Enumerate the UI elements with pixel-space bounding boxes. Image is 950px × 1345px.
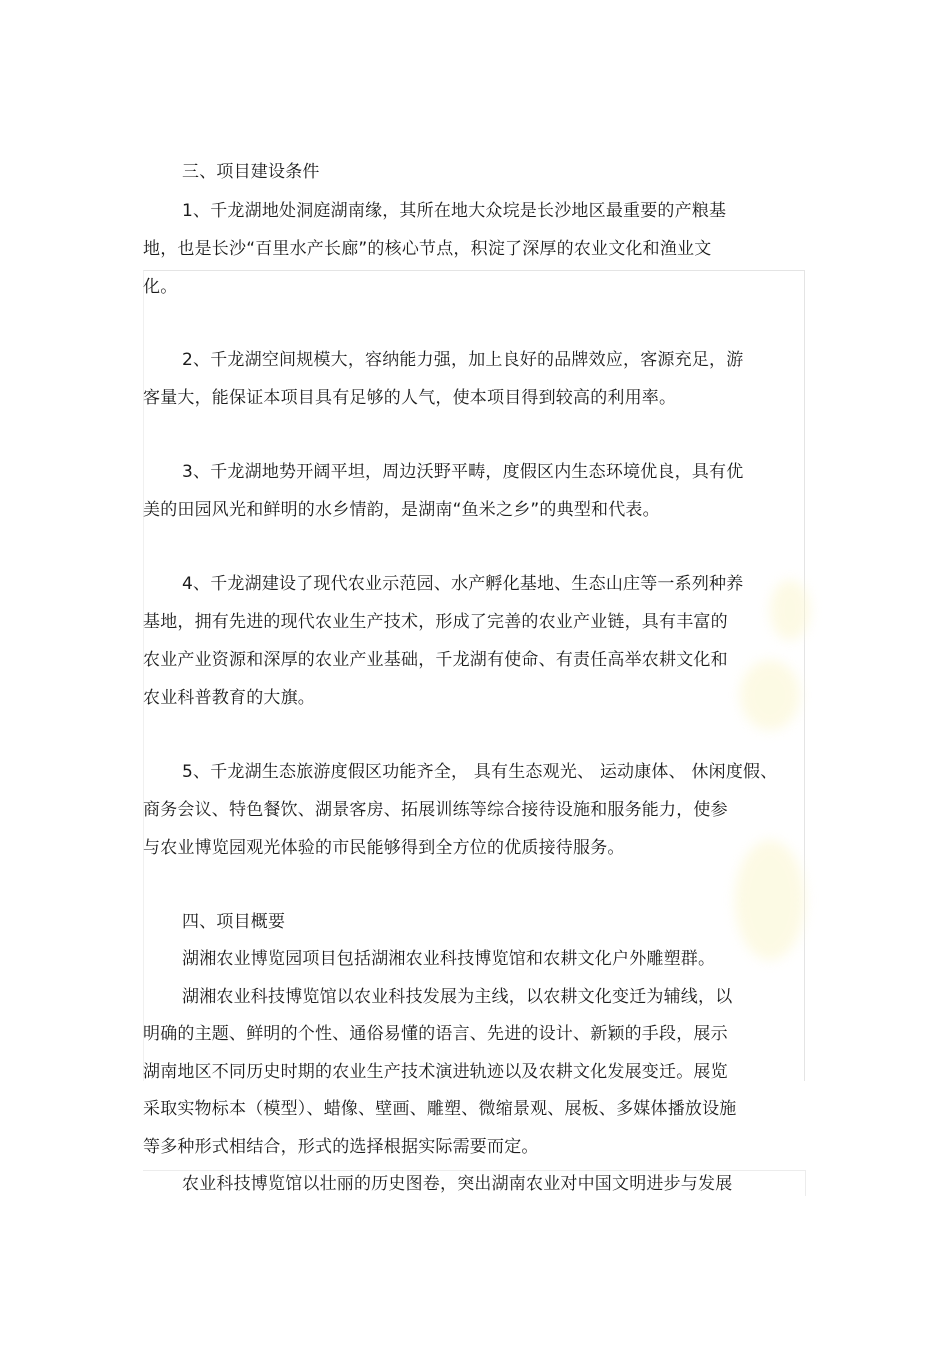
paragraph-line: 湖南地区不同历史时期的农业生产技术演进轨迹以及农耕文化发展变迁。展览	[143, 1062, 728, 1082]
paragraph-line: 3、千龙湖地势开阔平坦，周边沃野平畴，度假区内生态环境优良，具有优	[182, 462, 744, 482]
paragraph-line: 商务会议、特色餐饮、湖景客房、拓展训练等综合接待设施和服务能力，使参	[143, 800, 728, 820]
paragraph-line: 化。	[143, 277, 178, 297]
background-glow	[740, 660, 800, 730]
paragraph-line: 农业科技博览馆以壮丽的历史图卷，突出湖南农业对中国文明进步与发展	[182, 1174, 733, 1194]
paragraph-line: 等多种形式相结合，形式的选择根据实际需要而定。	[143, 1137, 539, 1157]
paragraph-line: 农业产业资源和深厚的农业产业基础，千龙湖有使命、有责任高举农耕文化和	[143, 650, 728, 670]
paragraph-line: 农业科普教育的大旗。	[143, 688, 315, 708]
paragraph-line: 客量大，能保证本项目具有足够的人气，使本项目得到较高的利用率。	[143, 388, 677, 408]
paragraph-line: 地，也是长沙“百里水产长廊”的核心节点，积淀了深厚的农业文化和渔业文	[143, 239, 712, 259]
background-glow	[770, 580, 810, 640]
paragraph-line: 4、千龙湖建设了现代农业示范园、水产孵化基地、生态山庄等一系列种养	[182, 574, 744, 594]
background-glow	[735, 840, 805, 960]
paragraph-line: 基地，拥有先进的现代农业生产技术，形成了完善的农业产业链，具有丰富的	[143, 612, 728, 632]
paragraph-line: 湖湘农业博览园项目包括湖湘农业科技博览馆和农耕文化户外雕塑群。	[182, 949, 716, 969]
paragraph-line: 湖湘农业科技博览馆以农业科技发展为主线，以农耕文化变迁为辅线，以	[182, 987, 733, 1007]
paragraph-line: 采取实物标本（模型）、蜡像、壁画、雕塑、微缩景观、展板、多媒体播放设施	[143, 1099, 737, 1119]
paragraph-line: 2、千龙湖空间规模大，容纳能力强，加上良好的品牌效应，客源充足，游	[182, 350, 744, 370]
paragraph-line: 美的田园风光和鲜明的水乡情韵，是湖南“鱼米之乡”的典型和代表。	[143, 500, 660, 520]
section-heading: 三、项目建设条件	[182, 162, 320, 182]
paragraph-line: 5、千龙湖生态旅游度假区功能齐全， 具有生态观光、 运动康体、 休闲度假、	[182, 762, 778, 782]
paragraph-line: 明确的主题、鲜明的个性、通俗易懂的语言、先进的设计、新颖的手段，展示	[143, 1024, 728, 1044]
section-heading: 四、项目概要	[182, 912, 286, 932]
paragraph-line: 与农业博览园观光体验的市民能够得到全方位的优质接待服务。	[143, 838, 625, 858]
paragraph-line: 1、千龙湖地处洞庭湖南缘，其所在地大众垸是长沙地区最重要的产粮基	[182, 201, 727, 221]
